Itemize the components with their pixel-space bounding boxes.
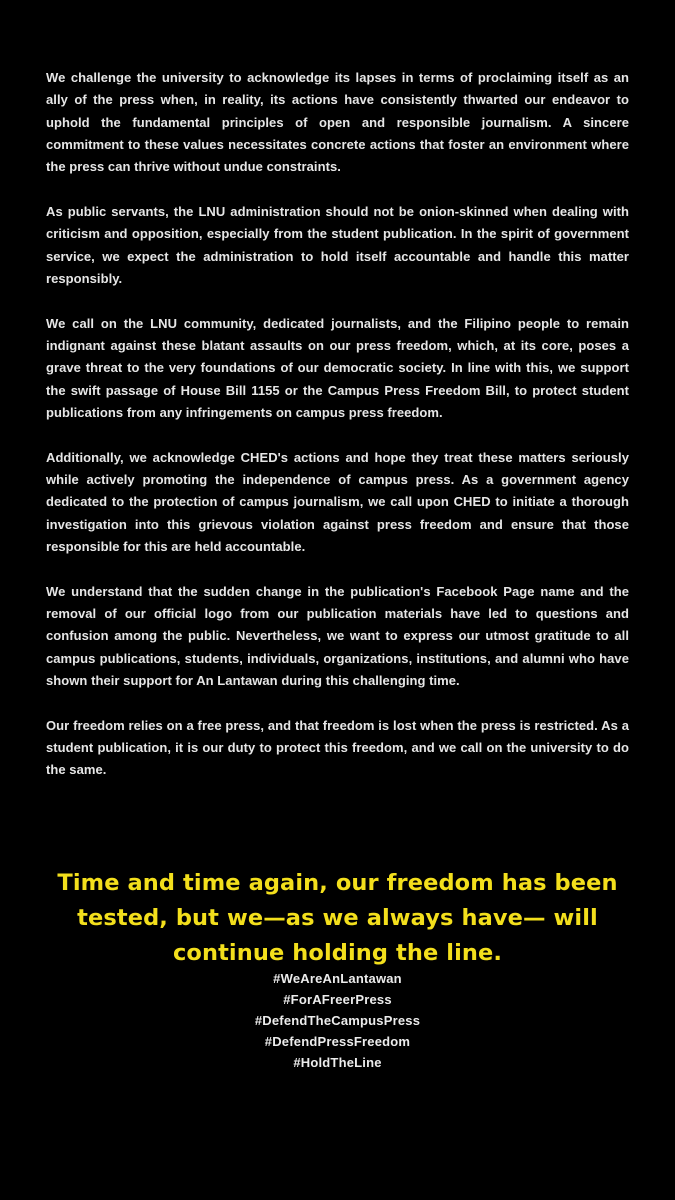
- closing-tagline: Time and time again, our freedom has been tested, but we—as we always have— will continue holding the line.: [57, 870, 618, 966]
- hashtag-list: [0, 968, 675, 1073]
- hashtag-hold-the-line: #HoldTheLine: [293, 1055, 382, 1070]
- paragraph-challenge-university: We challenge the university to acknowledge its lapses in terms of proclaiming itself as an ally of the press when, in reality, its actions have consistently thwarted our endeavor to uphold the fundamental principles of open and responsible journalism. A sincere commitment to these values necessitates concrete actions that foster an environment where the press can thrive without undue constraints.: [46, 70, 629, 175]
- statement-body: [46, 67, 629, 804]
- paragraph-public-servants: As public servants, the LNU administration should not be onion-skinned when dealing with criticism and opposition, especially from the student publication. In the spirit of government service, we expect the administration to hold itself accountable and handle this matter responsibly.: [46, 203, 629, 286]
- paragraph-ched: Additionally, we acknowledge CHED's actions and hope they treat these matters seriously while actively promoting the independence of campus press. As a government agency dedicated to the protection of campus journalism, we call upon CHED to initiate a thorough investigation into this grievous violation against press freedom and ensure that those responsible for this are held accountable.: [46, 449, 629, 554]
- hashtag-for-a-freer-press: #ForAFreerPress: [283, 992, 392, 1007]
- hashtag-defend-the-campus-press: #DefendTheCampusPress: [254, 1013, 421, 1028]
- hashtag-we-are-an-lantawan: #WeAreAnLantawan: [273, 971, 402, 986]
- paragraph-free-press: Our freedom relies on a free press, and that freedom is lost when the press is restricted. As a student publication, it is our duty to protect this freedom, and we call on the university to do the same.: [46, 717, 629, 778]
- paragraph-gratitude: We understand that the sudden change in the publication's Facebook Page name and the removal of our official logo from our publication materials have led to questions and confusion among the public. Nevertheless, we want to express our utmost gratitude to all campus publications, students, individuals, organizations, institutions, and alumni who have shown their support for An Lantawan during this challenging time.: [46, 583, 629, 688]
- paragraph-call-to-community: We call on the LNU community, dedicated journalists, and the Filipino people to remain indignant against these blatant assaults on our press freedom, which, at its core, poses a grave threat to the very foundations of our democratic society. In line with this, we support the swift passage of House Bill 1155 or the Campus Press Freedom Bill, to protect student publications from any infringements on campus press freedom.: [46, 315, 629, 420]
- hashtag-defend-press-freedom: #DefendPressFreedom: [264, 1034, 411, 1049]
